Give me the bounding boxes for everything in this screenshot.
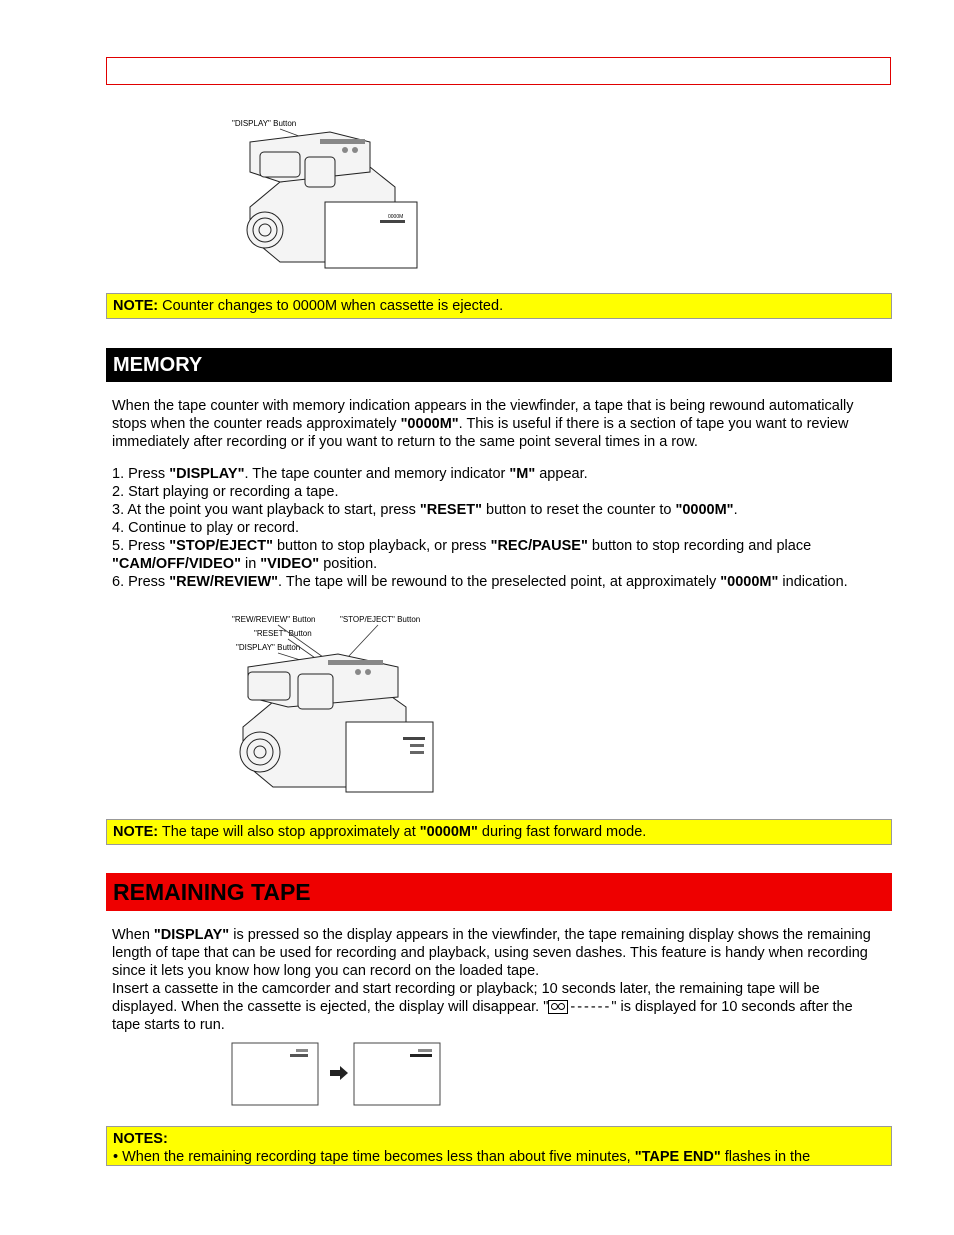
notes-text: • When the remaining recording tape time becomes less than about five minutes, bbox=[113, 1149, 635, 1165]
display-button-callout: "DISPLAY" Button bbox=[232, 119, 297, 128]
remaining-tape-heading: REMAINING TAPE bbox=[106, 873, 892, 911]
screen-after bbox=[354, 1043, 440, 1105]
remaining-tape-text bbox=[112, 926, 882, 1034]
note-counter-reset bbox=[106, 293, 892, 319]
step-2: 2. Start playing or recording a tape. bbox=[112, 484, 339, 500]
step-4: 4. Continue to play or record. bbox=[112, 520, 299, 536]
note-text: Counter changes to 0000M when cassette is ejected. bbox=[158, 298, 504, 314]
stop-eject-callout: "STOP/EJECT" Button bbox=[340, 615, 421, 624]
memory-steps bbox=[112, 465, 882, 591]
step-5: 5. Press "STOP/EJECT" button to stop playback, or press "REC/PAUSE" button to stop recording and place "CAM/OFF/VIDEO" in "VIDEO" position. bbox=[112, 538, 812, 572]
memory-intro bbox=[112, 397, 882, 451]
intro-text: When the tape counter with memory indication appears in the viewfinder, a tape that is being rewound automatically stops when the counter reads approximately bbox=[112, 398, 854, 432]
intro-text-end: . This is useful if there is a section of tape you want to review immediately after recording or if you want to return to the same point several times in a row. bbox=[112, 416, 849, 450]
viewfinder-screen bbox=[325, 202, 417, 268]
camcorder-display-figure bbox=[220, 112, 425, 272]
screen-counter-text: 0000M bbox=[388, 214, 404, 220]
reset-callout: "RESET" Button bbox=[254, 629, 312, 638]
display-callout: "DISPLAY" Button bbox=[236, 643, 301, 652]
camcorder-memory-figure bbox=[228, 612, 438, 797]
step-1: 1. Press "DISPLAY". The tape counter and memory indicator "M" appear. bbox=[112, 466, 588, 482]
step-6: 6. Press "REW/REVIEW". The tape will be rewound to the preselected point, at approximately "0000M" indication. bbox=[112, 574, 848, 590]
remaining-display-figure bbox=[230, 1040, 445, 1110]
top-frame-box bbox=[106, 57, 891, 85]
note-text: The tape will also stop approximately at bbox=[158, 824, 420, 840]
note-label: NOTE: bbox=[113, 824, 159, 840]
notes-tape-end bbox=[106, 1126, 892, 1166]
screen-before bbox=[232, 1043, 318, 1105]
memory-heading: MEMORY bbox=[106, 348, 892, 382]
note-text-end: during fast forward mode. bbox=[477, 824, 647, 840]
viewfinder-screen-2 bbox=[346, 722, 433, 792]
note-label: NOTE: bbox=[113, 298, 159, 314]
notes-bold: "TAPE END" bbox=[634, 1149, 721, 1165]
remaining-p1: When "DISPLAY" is pressed so the display appears in the viewfinder, the tape remaining display shows the remaining length of tape that can be used for recording and playback, using seven dashes. This feature is handy when recording since it lets you know how long you can record on the loaded tape. bbox=[112, 927, 871, 979]
notes-label: NOTES: bbox=[113, 1131, 168, 1147]
arrow-right-icon bbox=[330, 1066, 348, 1080]
cassette-icon bbox=[548, 1000, 568, 1014]
notes-text-end: flashes in the bbox=[720, 1149, 811, 1165]
intro-bold: "0000M" bbox=[400, 416, 459, 432]
note-fast-forward bbox=[106, 819, 892, 845]
remaining-p2: Insert a cassette in the camcorder and start recording or playback; 10 seconds later, the remaining tape will be displayed. When the cassette is ejected, the display will disappear. " ------" is displayed for 10 seconds after the tape starts to run. bbox=[112, 981, 853, 1033]
rew-review-callout: "REW/REVIEW" Button bbox=[232, 615, 316, 624]
note-bold: "0000M" bbox=[419, 824, 478, 840]
tape-dashes: ------ bbox=[570, 999, 612, 1015]
step-3: 3. At the point you want playback to start, press "RESET" button to reset the counter to "0000M". bbox=[112, 502, 738, 518]
